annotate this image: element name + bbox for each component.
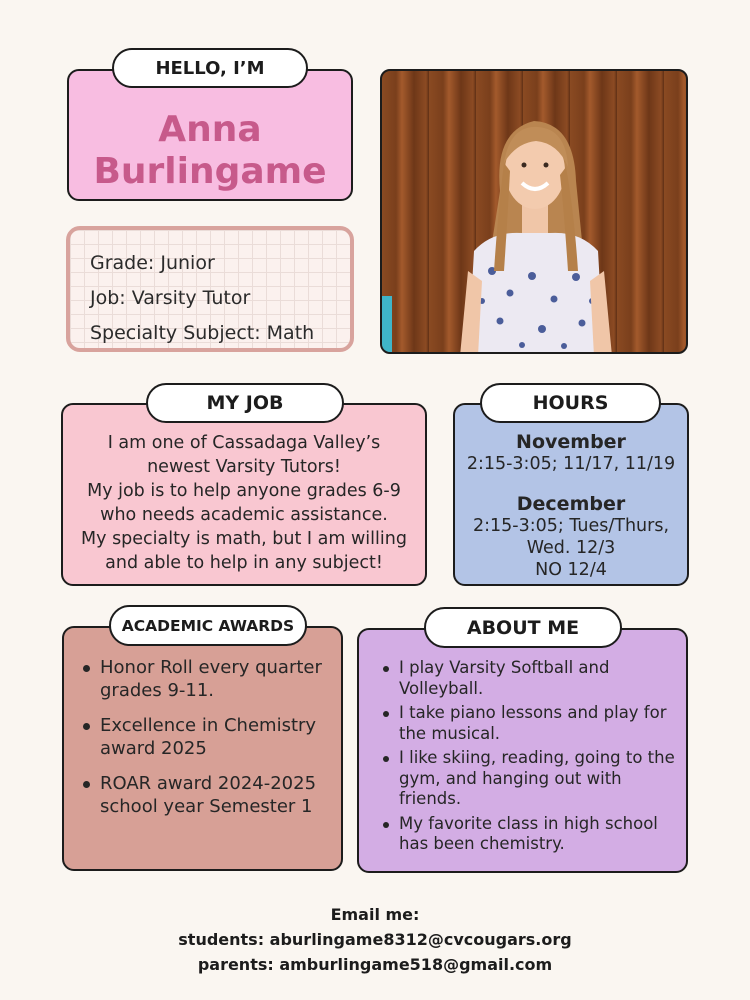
email-label: Email me: (330, 905, 420, 924)
hours-schedule (455, 431, 687, 581)
hours-december-line: NO 12/4 (535, 560, 607, 580)
job-line: I am one of Cassadaga Valley’s (107, 433, 381, 453)
student-email: students: aburlingame8312@cvcougars.org (178, 930, 572, 949)
hours-card (453, 403, 689, 586)
student-portrait-photo (380, 69, 688, 354)
info-subject: Specialty Subject: Math (90, 322, 315, 344)
about-item: I take piano lessons and play for the musical. (377, 703, 680, 744)
portrait-figure-icon (382, 71, 688, 354)
hours-november-times: 2:15-3:05; 11/17, 11/19 (466, 454, 676, 474)
about-list (377, 658, 680, 859)
contact-footer (0, 902, 750, 977)
awards-title-pill (109, 605, 307, 646)
hours-title: HOURS (532, 392, 609, 414)
name-card (67, 69, 353, 201)
award-item: Excellence in Chemistry award 2025 (78, 714, 335, 760)
about-card (357, 628, 688, 873)
about-item: I like skiing, reading, going to the gym, and hanging out with friends. (377, 748, 680, 810)
my-job-title: MY JOB (206, 392, 284, 414)
job-line: My job is to help anyone grades 6-9 (87, 481, 401, 501)
hours-december-label: December (516, 493, 626, 515)
award-item: Honor Roll every quarter grades 9-11. (78, 656, 335, 702)
hours-november-label: November (516, 431, 626, 453)
hours-december-line: 2:15-3:05; Tues/Thurs, (472, 516, 670, 536)
my-job-card (61, 403, 427, 586)
awards-title: ACADEMIC AWARDS (121, 616, 295, 635)
about-title-pill (424, 607, 622, 648)
my-job-description (69, 431, 419, 575)
about-item: I play Varsity Softball and Volleyball. (377, 658, 680, 699)
hello-label-pill (112, 48, 308, 88)
about-title: ABOUT ME (466, 616, 580, 639)
info-grade: Grade: Junior (90, 252, 215, 274)
student-name (69, 109, 351, 193)
hello-label: HELLO, I’M (155, 57, 265, 79)
job-line: who needs academic assistance. (100, 505, 388, 525)
job-line: and able to help in any subject! (105, 553, 383, 573)
name-first: Anna (158, 109, 262, 150)
hours-december-line: Wed. 12/3 (526, 538, 616, 558)
awards-list (78, 656, 335, 830)
info-job: Job: Varsity Tutor (90, 287, 251, 309)
name-last: Burlingame (93, 151, 327, 192)
hours-title-pill (480, 383, 661, 423)
my-job-title-pill (146, 383, 344, 423)
awards-card (62, 626, 343, 871)
award-item: ROAR award 2024-2025 school year Semester 1 (78, 772, 335, 818)
job-line: My specialty is math, but I am willing (81, 529, 407, 549)
about-item: My favorite class in high school has been chemistry. (377, 814, 680, 855)
parent-email: parents: amburlingame518@gmail.com (197, 955, 553, 974)
job-line: newest Varsity Tutors! (147, 457, 341, 477)
info-card (66, 226, 354, 352)
